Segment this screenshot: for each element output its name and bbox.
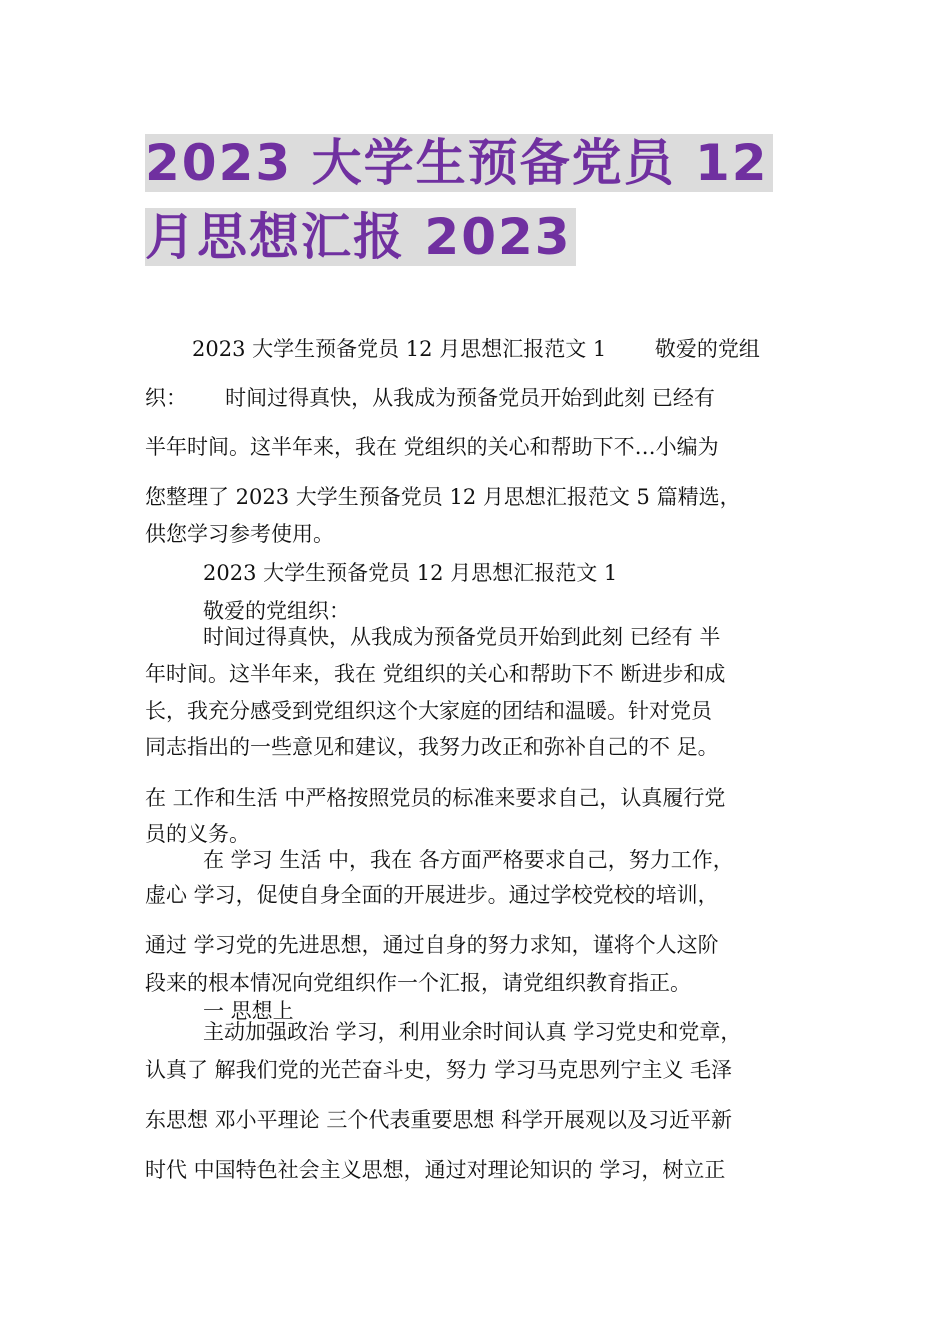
paragraph-line: 时代 中国特色社会主义思想，通过对理论知识的 学习，树立正: [145, 1158, 726, 1182]
summary-line-4: 您整理了 2023 大学生预备党员 12 月思想汇报范文 5 篇精选，: [145, 485, 741, 509]
summary-line-3: 半年时间。这半年来，我在 党组织的关心和帮助下不…小编为: [145, 435, 719, 459]
paragraph-line: 段来的根本情况向党组织作一个汇报，请党组织教育指正。: [145, 971, 691, 995]
summary-line-1: 2023 大学生预备党员 12 月思想汇报范文 1 敬爱的党组: [192, 337, 760, 361]
paragraph-line: 年时间。这半年来，我在 党组织的关心和帮助下不 断进步和成: [145, 662, 726, 686]
paragraph-line: 长，我充分感受到党组织这个大家庭的团结和温暖。针对党员: [145, 699, 712, 723]
subsection-heading: 一 思想上: [203, 999, 294, 1023]
paragraph-line: 同志指出的一些意见和建议，我努力改正和弥补自己的不 足。: [145, 735, 719, 759]
paragraph-line: 员的义务。: [145, 822, 250, 846]
paragraph-line: 虚心 学习，促使自身全面的开展进步。通过学校党校的培训，: [145, 883, 719, 907]
title-highlight-2: 月思想汇报 2023: [145, 208, 576, 266]
summary-line-2: 织： 时间过得真快，从我成为预备党员开始到此刻 已经有: [145, 386, 715, 410]
title-highlight-1: 2023 大学生预备党员 12: [145, 134, 773, 192]
paragraph-line: 主动加强政治 学习，利用业余时间认真 学习党史和党章，: [203, 1020, 742, 1044]
paragraph-line: 在 学习 生活 中，我在 各方面严格要求自己，努力工作，: [203, 848, 734, 872]
paragraph-line: 认真了 解我们党的光芒奋斗史，努力 学习马克思列宁主义 毛泽: [145, 1058, 733, 1082]
section-heading: 2023 大学生预备党员 12 月思想汇报范文 1: [203, 561, 618, 585]
paragraph-line: 在 工作和生活 中严格按照党员的标准来要求自己，认真履行党: [145, 786, 726, 810]
paragraph-line: 通过 学习党的先进思想，通过自身的努力求知，谨将个人这阶: [145, 933, 719, 957]
document-title-line-2: [145, 204, 576, 270]
paragraph-line: 时间过得真快，从我成为预备党员开始到此刻 已经有 半: [203, 625, 721, 649]
paragraph-line: 东思想 邓小平理论 三个代表重要思想 科学开展观以及习近平新: [145, 1108, 733, 1132]
document-title-line-1: [145, 130, 773, 196]
salutation: 敬爱的党组织：: [203, 599, 350, 623]
summary-line-5: 供您学习参考使用。: [145, 522, 334, 546]
